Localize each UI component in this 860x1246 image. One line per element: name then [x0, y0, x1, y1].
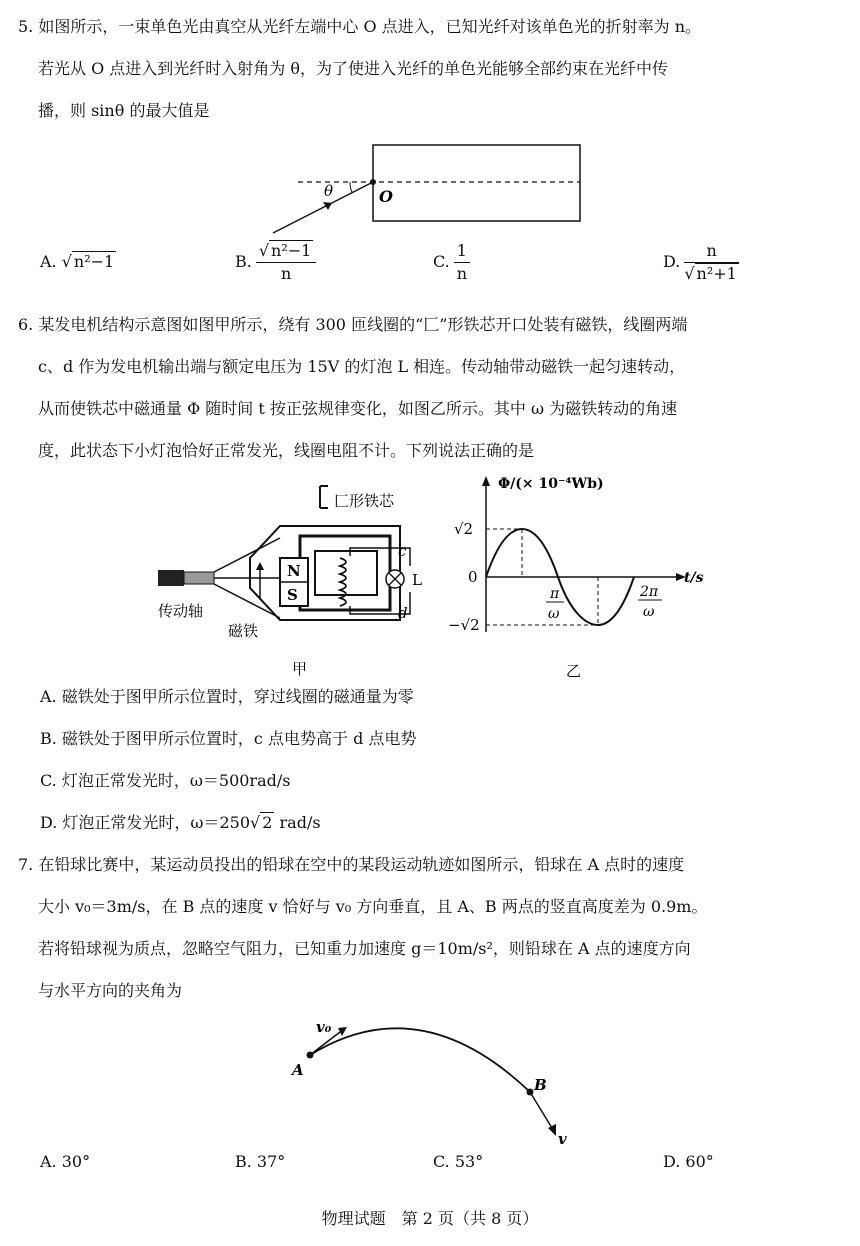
q6-line-3: 从而使铁芯中磁通量 Φ 随时间 t 按正弦规律变化，如图乙所示。其中 ω 为磁铁转动的角速: [38, 399, 678, 418]
q7-trajectory-figure: [280, 1012, 580, 1152]
point-b-label: B: [534, 1076, 547, 1094]
yi-x1d: ω: [548, 606, 560, 622]
terminal-c: c: [398, 542, 407, 560]
q6-line-4: 度，此状态下小灯泡恰好正常发光，线圈电阻不计。下列说法正确的是: [38, 441, 535, 460]
point-a-label: A: [292, 1061, 304, 1079]
q5-line-2: 若光从 O 点进入到光纤时入射角为 θ，为了使进入光纤的单色光能够全部约束在光纤中传: [38, 59, 669, 78]
q6-flux-graph: [440, 472, 704, 682]
q7-option-b: B. 37°: [235, 1152, 286, 1171]
q7-option-d: D. 60°: [663, 1152, 714, 1171]
caption-jia: 甲: [292, 660, 308, 678]
yi-yneg: −√2: [448, 616, 480, 634]
q7-line-3: 若将铅球视为质点，忽略空气阻力，已知重力加速度 g＝10m/s²，则铅球在 A 点的速度方向: [38, 939, 691, 958]
q5-fiber-figure: [270, 140, 590, 240]
yi-xlabel: t/s: [684, 570, 704, 586]
q7-line-4: 与水平方向的夹角为: [38, 981, 183, 1000]
q5-option-d: D. $\frac{n}{\text{√ n²+1}}$: [663, 241, 737, 283]
q7-line-2: 大小 v₀＝3m/s，在 B 点的速度 v 恰好与 v₀ 方向垂直，且 A、B 两点的竖直高度差为 0.9m。: [38, 897, 708, 916]
q5-line-3: 播，则 sinθ 的最大值是: [38, 101, 210, 120]
core-label: 匚形铁芯: [334, 492, 395, 510]
q5-o-label: O: [379, 187, 393, 206]
q6-option-b: B. 磁铁处于图甲所示位置时，c 点电势高于 d 点电势: [40, 729, 417, 748]
terminal-d: d: [398, 604, 408, 622]
q6-option-d: D. 灯泡正常发光时，ω＝250√ 2 rad/s: [40, 813, 321, 832]
q6-generator-figure: [150, 478, 440, 678]
q5-theta-label: θ: [324, 182, 334, 200]
q7-line-1: 7. 在铅球比赛中，某运动员投出的铅球在空中的某段运动轨迹如图所示，铅球在 A 点时的速度: [18, 855, 685, 874]
bulb-label: L: [412, 571, 422, 589]
yi-x2d: ω: [643, 604, 655, 620]
q5-line-1: 5. 如图所示，一束单色光由真空从光纤左端中心 O 点进入，已知光纤对该单色光的折射率为 n。: [18, 17, 702, 36]
shaft-label: 传动轴: [158, 602, 204, 620]
yi-x1n: π: [550, 586, 560, 602]
magnet-label: 磁铁: [228, 622, 259, 640]
q6-option-a: A. 磁铁处于图甲所示位置时，穿过线圈的磁通量为零: [40, 687, 414, 706]
q6-line-2: c、d 作为发电机输出端与额定电压为 15V 的灯泡 L 相连。传动轴带动磁铁一起匀速转动，: [38, 357, 686, 376]
magnet-s: S: [287, 586, 298, 604]
v-label: v: [558, 1130, 567, 1148]
magnet-n: N: [287, 562, 301, 580]
q7-option-a: A. 30°: [40, 1152, 91, 1171]
yi-ylabel: Φ/(× 10⁻⁴Wb): [498, 476, 604, 492]
q7-option-c: C. 53°: [433, 1152, 484, 1171]
q5-option-c: C. $\frac{1}{n}$: [433, 240, 470, 285]
q5-option-a: A. √ n²−1: [40, 252, 115, 271]
caption-yi: 乙: [566, 662, 582, 680]
yi-x2n: 2π: [640, 584, 659, 600]
v0-label: v₀: [316, 1018, 332, 1036]
q5-option-b: B. $\frac{\text{√ n²−1}}{n}$: [235, 240, 316, 285]
yi-ypos: √2: [454, 520, 474, 538]
page-footer: 物理试题 第 2 页（共 8 页）: [321, 1209, 539, 1228]
q6-option-c: C. 灯泡正常发光时，ω＝500rad/s: [40, 771, 291, 790]
yi-zero: 0: [468, 568, 478, 586]
q6-line-1: 6. 某发电机结构示意图如图甲所示，绕有 300 匝线圈的“匚”形铁芯开口处装有磁铁，线圈两端: [18, 315, 688, 334]
